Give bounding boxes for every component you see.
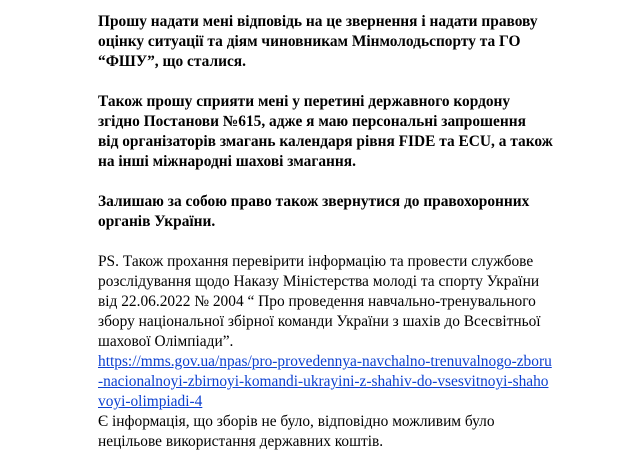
border-crossing-paragraph [98,92,628,172]
text-line: Прошу надати мені відповідь на це звернення і надати правову [98,13,538,30]
ministry-order-link[interactable]: https://mms.gov.ua/npas/pro-provedennya-navchalno-trenuvalnogo-zboru [98,353,552,370]
text-line: PS. Також прохання перевірити інформацію та провести службове [98,253,534,270]
text-line: Також прошу сприяти мені у перетині державного кордону [98,93,511,110]
text-line: “ФШУ”, що сталися. [98,53,246,70]
document-page [98,12,628,452]
text-line: нецільове використання державних коштів. [98,433,384,450]
text-line: оцінку ситуації та діям чиновникам Мінмолодьспорту та ГО [98,33,521,50]
text-line: органів України. [98,213,216,230]
text-line: шахової Олімпіади”. [98,333,234,350]
text-line: на інші міжнародні шахові змагання. [98,153,356,170]
text-line: розслідування щодо Наказу Міністерства молоді та спорту України [98,273,540,290]
text-line: від 22.06.2022 № 2004 “ Про проведення навчально-тренувального [98,293,536,310]
text-line: Залишаю за собою право також звернутися до правохоронних [98,193,530,210]
ministry-order-link[interactable]: voyi-olimpiadi-4 [98,393,203,410]
text-line: збору національної збірної команди України з шахів до Всесвітньої [98,313,541,330]
rights-reservation-paragraph [98,192,628,232]
text-line: від організаторів змагань календаря рівня FIDE та ECU, а також [98,133,553,150]
ministry-order-link[interactable]: -nacionalnoyi-zbirnoyi-komandi-ukrayini-z-shahiv-do-vsesvitnoyi-shaho [98,373,549,390]
postscript-paragraph [98,252,628,452]
text-line: Є інформація, що зборів не було, відповідно можливим було [98,413,495,430]
text-line: згідно Постанови №615, адже я маю персональні запрошення [98,113,526,130]
request-paragraph [98,12,628,72]
